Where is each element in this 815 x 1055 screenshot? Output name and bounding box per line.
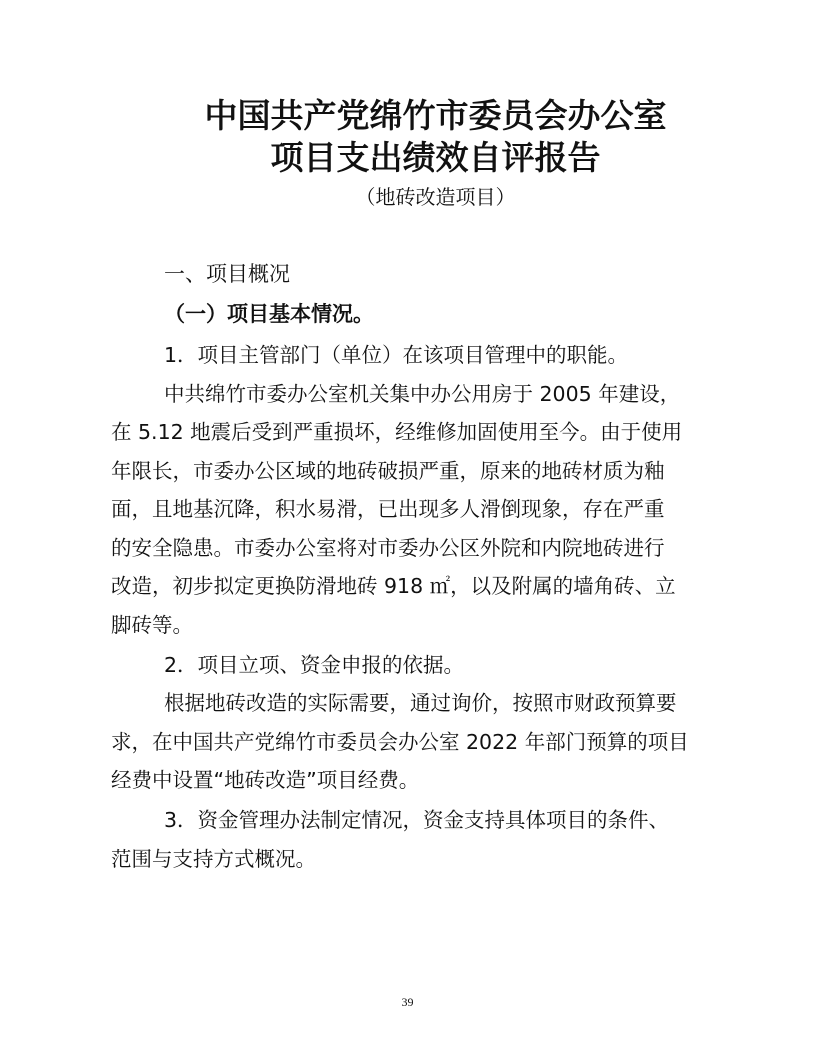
item2-heading: 2．项目立项、资金申报的依据。 <box>164 653 465 677</box>
section-heading-overview: 一、项目概况 <box>164 262 290 286</box>
paragraph1-line: 改造，初步拟定更换防滑地砖 918 ㎡，以及附属的墙角砖、立 <box>111 574 676 598</box>
item1-heading: 1．项目主管部门（单位）在该项目管理中的职能。 <box>164 343 629 367</box>
item3-heading-line: 范围与支持方式概况。 <box>111 847 316 871</box>
document-subtitle: （地砖改造项目） <box>355 185 516 209</box>
page-number: 39 <box>401 995 414 1009</box>
paragraph2-line: 求，在中国共产党绵竹市委员会办公室 2022 年部门预算的项目 <box>111 730 689 754</box>
paragraph1-line: 面，且地基沉降，积水易滑，已出现多人滑倒现象，存在严重 <box>111 497 665 521</box>
paragraph1-line: 在 5.12 地震后受到严重损坏，经维修加固使用至今。由于使用 <box>111 420 683 444</box>
paragraph1-line: 的安全隐患。市委办公室将对市委办公区外院和内院地砖进行 <box>111 536 665 560</box>
document-title-line1: 中国共产党绵竹市委员会办公室 <box>204 96 667 135</box>
paragraph1-line: 中共绵竹市委办公室机关集中办公用房于 2005 年建设， <box>164 382 681 406</box>
subsection-heading-basic-info: （一）项目基本情况。 <box>164 301 374 326</box>
paragraph1-line: 脚砖等。 <box>111 613 193 637</box>
item3-heading-line: 3．资金管理办法制定情况，资金支持具体项目的条件、 <box>164 808 670 832</box>
paragraph2-line: 根据地砖改造的实际需要，通过询价，按照市财政预算要 <box>164 691 677 715</box>
paragraph2-line: 经费中设置“地砖改造”项目经费。 <box>111 768 420 792</box>
document-title-line2: 项目支出绩效自评报告 <box>270 138 601 177</box>
paragraph1-line: 年限长，市委办公区域的地砖破损严重，原来的地砖材质为釉 <box>111 459 665 483</box>
